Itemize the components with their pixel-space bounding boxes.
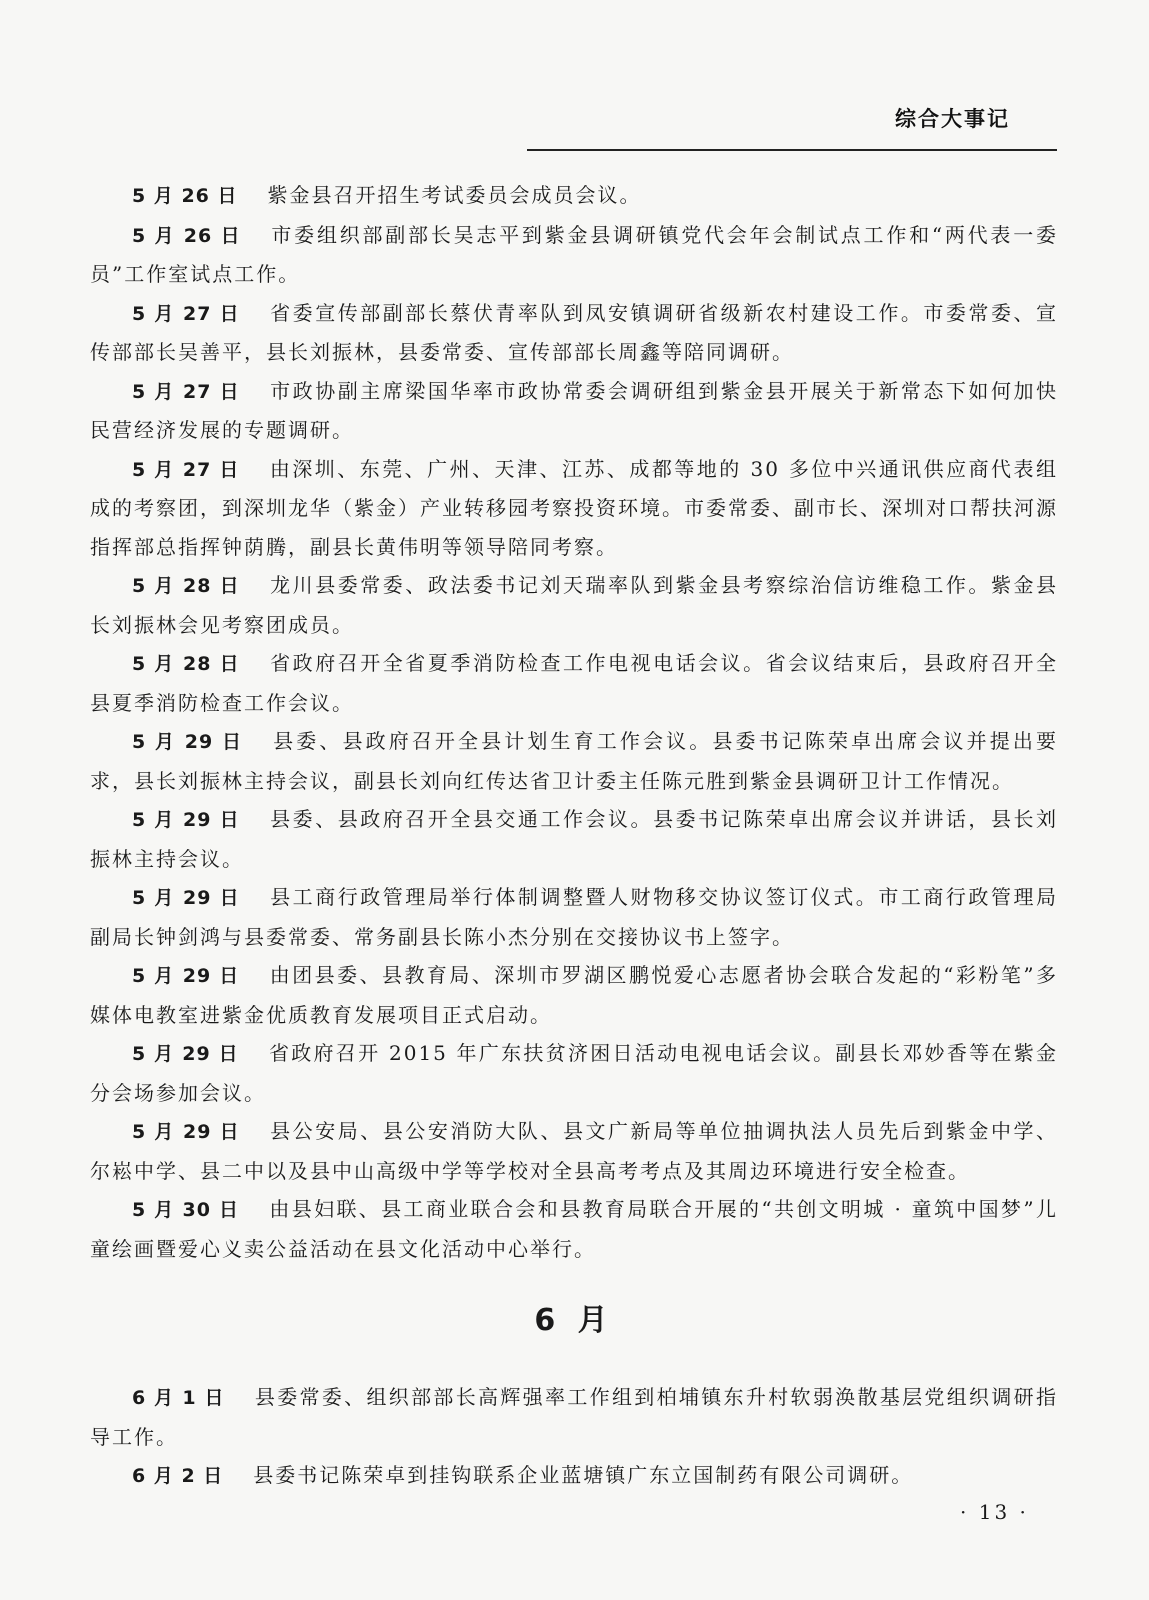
running-header-title: 综合大事记	[895, 107, 1010, 131]
header-rule-divider	[527, 149, 1057, 151]
entry-date: 5 月 27 日	[132, 458, 240, 481]
chronicle-entry	[90, 1034, 1058, 1112]
chronicle-entry	[90, 1112, 1058, 1190]
entry-date: 5 月 29 日	[132, 809, 241, 831]
chronicle-entry	[90, 294, 1058, 372]
entry-text: 县委、县政府召开全县交通工作会议。县委书记陈荣卓出席会议并讲话，县长刘振林主持会议。	[90, 807, 1058, 871]
entry-date: 5 月 29 日	[132, 887, 241, 909]
entry-date: 5 月 29 日	[132, 1043, 239, 1065]
chronicle-entry	[90, 176, 1058, 216]
entry-date: 6 月 1 日	[132, 1387, 225, 1409]
month-heading: 6 月	[534, 1303, 614, 1338]
chronicle-body	[90, 176, 1058, 1496]
chronicle-entry	[90, 450, 1058, 567]
chronicle-entry	[90, 956, 1058, 1034]
page-number: · 13 ·	[960, 1500, 1029, 1524]
entry-text: 由深圳、东莞、广州、天津、江苏、成都等地的 30 多位中兴通讯供应商代表组成的考察团，到深圳龙华（紫金）产业转移园考察投资环境。市委常委、副市长、深圳对口帮扶河源指挥部总指挥钟荫腾，副县长黄伟明等领导陪同考察。	[90, 456, 1058, 559]
entry-date: 6 月 2 日	[132, 1465, 224, 1487]
entry-date: 5 月 29 日	[132, 731, 244, 753]
june-entries	[90, 1378, 1058, 1496]
entry-text: 市委组织部副部长吴志平到紫金县调研镇党代会年会制试点工作和“两代表一委员”工作室试点工作。	[90, 222, 1058, 286]
chronicle-entry	[90, 1378, 1058, 1456]
chronicle-entry	[90, 878, 1058, 956]
entry-text: 县委书记陈荣卓到挂钩联系企业蓝塘镇广东立国制药有限公司调研。	[253, 1463, 914, 1487]
chronicle-entry	[90, 644, 1058, 722]
entry-date: 5 月 28 日	[132, 653, 241, 675]
entry-text: 省委宣传部副部长蔡伏青率队到凤安镇调研省级新农村建设工作。市委常委、宣传部部长吴善平，县长刘振林，县委常委、宣传部部长周鑫等陪同调研。	[90, 300, 1058, 364]
entry-text: 紫金县召开招生考试委员会成员会议。	[267, 183, 642, 207]
entry-text: 县委、县政府召开全县计划生育工作会议。县委书记陈荣卓出席会议并提出要求，县长刘振林主持会议，副县长刘向红传达省卫计委主任陈元胜到紫金县调研卫计工作情况。	[90, 729, 1059, 793]
entry-date: 5 月 29 日	[132, 1121, 241, 1143]
chronicle-entry	[90, 722, 1058, 800]
chronicle-entry	[90, 566, 1058, 644]
entry-date: 5 月 30 日	[132, 1199, 240, 1221]
entry-date: 5 月 26 日	[132, 185, 238, 207]
chronicle-entry	[90, 372, 1058, 450]
chronicle-entry	[90, 800, 1058, 878]
entry-date: 5 月 28 日	[132, 575, 241, 597]
entry-date: 5 月 29 日	[132, 965, 240, 987]
entry-text: 县工商行政管理局举行体制调整暨人财物移交协议签订仪式。市工商行政管理局副局长钟剑鸿与县委常委、常务副县长陈小杰分别在交接协议书上签字。	[90, 885, 1058, 949]
entry-text: 省政府召开全省夏季消防检查工作电视电话会议。省会议结束后，县政府召开全县夏季消防检查工作会议。	[90, 651, 1058, 715]
entry-text: 龙川县委常委、政法委书记刘天瑞率队到紫金县考察综治信访维稳工作。紫金县长刘振林会见考察团成员。	[90, 573, 1058, 637]
chronicle-entry	[90, 1190, 1058, 1268]
entry-text: 由县妇联、县工商业联合会和县教育局联合开展的“共创文明城 · 童筑中国梦”儿童绘画暨爱心义卖公益活动在县文化活动中心举行。	[90, 1197, 1058, 1261]
chronicle-entry	[90, 216, 1058, 294]
entry-date: 5 月 26 日	[132, 224, 242, 247]
entry-text: 县公安局、县公安消防大队、县文广新局等单位抽调执法人员先后到紫金中学、尔崧中学、县二中以及县中山高级中学等学校对全县高考考点及其周边环境进行安全检查。	[90, 1119, 1058, 1183]
entry-text: 由团县委、县教育局、深圳市罗湖区鹏悦爱心志愿者协会联合发起的“彩粉笔”多媒体电教室进紫金优质教育发展项目正式启动。	[90, 963, 1058, 1027]
entry-text: 市政协副主席梁国华率市政协常委会调研组到紫金县开展关于新常态下如何加快民营经济发展的专题调研。	[90, 378, 1058, 442]
entry-text: 省政府召开 2015 年广东扶贫济困日活动电视电话会议。副县长邓妙香等在紫金分会场参加会议。	[90, 1041, 1058, 1105]
entry-text: 县委常委、组织部部长高辉强率工作组到柏埔镇东升村软弱涣散基层党组织调研指导工作。	[90, 1385, 1058, 1449]
entry-date: 5 月 27 日	[132, 302, 241, 325]
may-entries	[90, 176, 1058, 1268]
chronicle-entry	[90, 1456, 1058, 1496]
entry-date: 5 月 27 日	[132, 380, 241, 403]
